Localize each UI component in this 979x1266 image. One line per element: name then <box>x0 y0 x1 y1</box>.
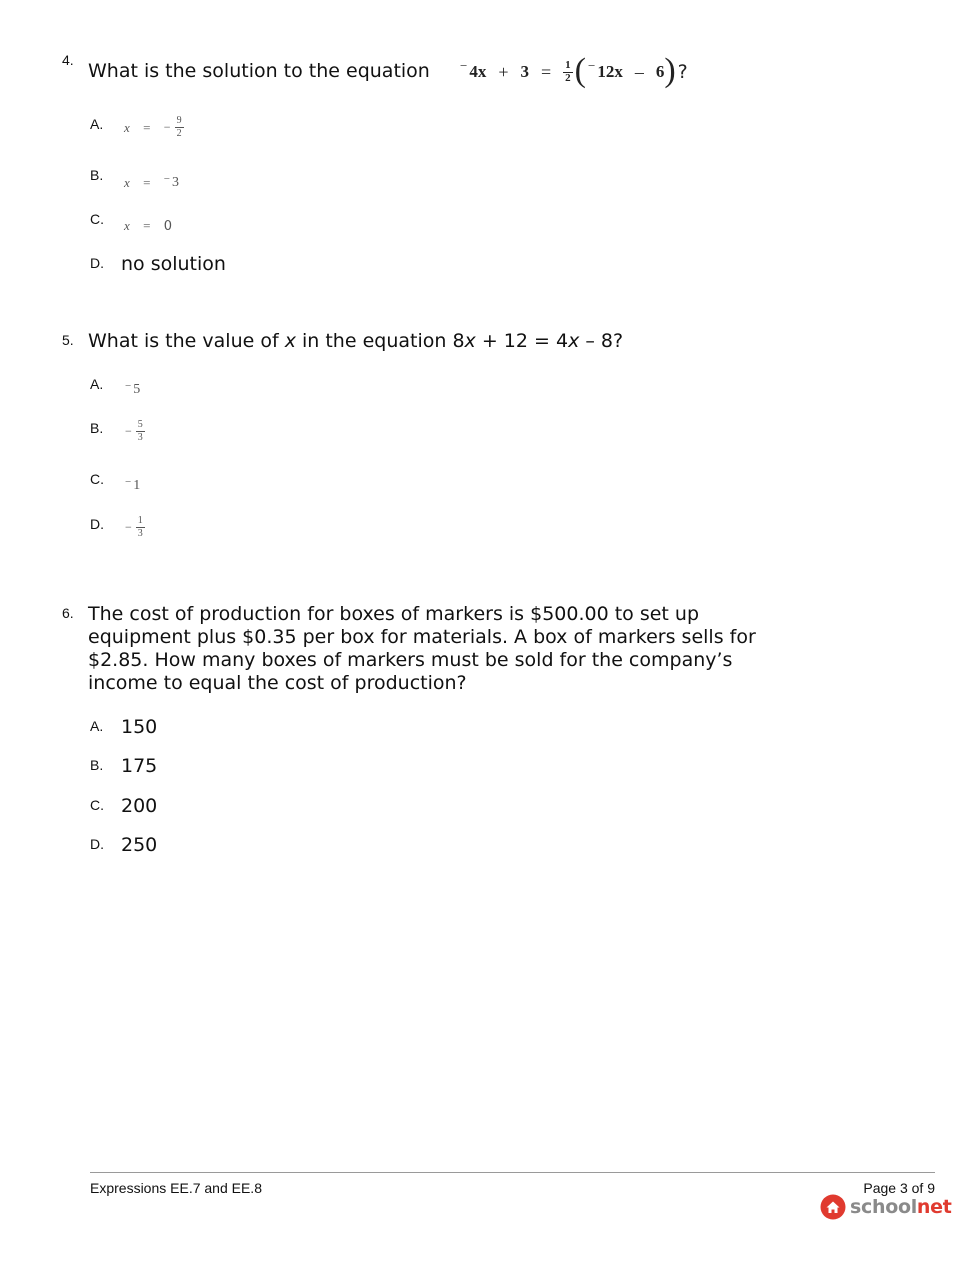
q4-choice-b-expression[interactable] <box>124 175 179 191</box>
eq-coef-denominator: 2 <box>565 72 571 84</box>
q4a-neg: − <box>163 120 171 134</box>
q4-choice-c-expression[interactable] <box>124 218 172 234</box>
q6-prompt-line: The cost of production for boxes of markers is $500.00 to set up <box>88 603 700 625</box>
eq-lhs-const: 3 <box>520 62 529 81</box>
q4c-var: x <box>124 218 130 233</box>
q5-prompt-d: – 8? <box>579 330 624 352</box>
eq-inner-const: 6 <box>655 62 665 81</box>
question-4-equation <box>460 52 688 92</box>
house-icon <box>820 1194 846 1220</box>
q5-prompt-var2: x <box>464 330 476 352</box>
q5-choice-b-expression[interactable] <box>125 420 145 443</box>
eq-open-paren: ( <box>574 52 586 89</box>
q5b-fraction <box>136 420 145 443</box>
question-5-number: 5. <box>62 332 74 348</box>
q5-prompt-c: + 12 = 4 <box>475 330 569 352</box>
eq-close-paren: ) <box>664 52 676 89</box>
q5d-fraction <box>136 516 145 539</box>
q4a-numerator: 9 <box>176 115 182 126</box>
q5-choice-c-expression[interactable] <box>125 478 140 494</box>
q4b-var: x <box>124 175 130 190</box>
q4-choice-c-letter[interactable]: C. <box>90 211 104 227</box>
q5-choice-c-letter[interactable]: C. <box>90 471 104 487</box>
q4-choice-d-text[interactable]: no solution <box>121 253 226 275</box>
q5-prompt-var3: x <box>568 330 580 352</box>
q6-choice-d-letter[interactable]: D. <box>90 836 104 852</box>
logo-net: net <box>916 1196 952 1218</box>
q5-choice-a-expression[interactable] <box>125 382 140 398</box>
q5-choice-b-letter[interactable]: B. <box>90 420 104 436</box>
question-6-prompt <box>88 603 756 695</box>
q4b-neg: − <box>163 173 170 185</box>
logo-school: school <box>850 1196 917 1218</box>
q6-choice-a-letter[interactable]: A. <box>90 718 104 734</box>
q6-choice-b-text[interactable]: 175 <box>121 755 158 777</box>
eq-plus: + <box>498 61 509 82</box>
q6-choice-b-letter[interactable]: B. <box>90 757 104 773</box>
footer-page-number: Page 3 of 9 <box>863 1180 935 1196</box>
question-5-prompt <box>88 330 623 353</box>
eq-minus: – <box>634 61 644 82</box>
q4-choice-d-letter[interactable]: D. <box>90 255 104 271</box>
q6-prompt-line: income to equal the cost of production? <box>88 672 467 694</box>
q5d-denominator: 3 <box>137 528 143 539</box>
eq-inner-term: 12x <box>597 62 623 81</box>
q6-prompt-line: equipment plus $0.35 per box for materials. A box of markers sells for <box>88 626 756 648</box>
q4c-equals: = <box>143 218 151 233</box>
logo-wordmark <box>850 1196 952 1218</box>
q5-choice-a-letter[interactable]: A. <box>90 376 104 392</box>
q4a-denominator: 2 <box>176 128 182 139</box>
q4b-value: 3 <box>172 175 179 190</box>
q5-prompt-var: x <box>284 330 296 352</box>
q4-choice-a-letter[interactable]: A. <box>90 116 104 132</box>
q4-choice-a-expression[interactable] <box>124 116 184 139</box>
q5-prompt-a: What is the value of <box>88 330 285 352</box>
q5c-neg: − <box>125 476 132 488</box>
eq-neg-sign: − <box>460 58 468 73</box>
q5c-value: 1 <box>133 478 141 493</box>
q4c-value: 0 <box>163 218 173 234</box>
eq-equals: = <box>541 61 552 82</box>
q6-prompt-line: $2.85. How many boxes of markers must be sold for the company’s <box>88 649 733 671</box>
footer-divider <box>90 1172 935 1173</box>
q4a-fraction <box>175 116 184 139</box>
question-4-number: 4. <box>62 52 74 68</box>
q5d-neg: − <box>125 520 132 534</box>
q6-choice-d-text[interactable]: 250 <box>121 834 158 856</box>
q5-choice-d-letter[interactable]: D. <box>90 516 104 532</box>
question-4-prompt: What is the solution to the equation <box>88 60 430 82</box>
footer-document-title: Expressions EE.7 and EE.8 <box>90 1180 262 1196</box>
q6-choice-a-text[interactable]: 150 <box>121 716 158 738</box>
eq-inner-neg-sign: − <box>587 58 596 73</box>
q5-prompt-b: in the equation 8 <box>295 330 465 352</box>
q5a-neg: − <box>125 380 132 392</box>
q5-choice-d-expression[interactable] <box>125 516 145 539</box>
eq-question-mark: ? <box>677 61 688 83</box>
q5b-denominator: 3 <box>137 432 143 443</box>
q4b-equals: = <box>143 175 151 190</box>
question-6-number: 6. <box>62 605 74 621</box>
schoolnet-logo <box>820 1194 952 1220</box>
q4a-var: x <box>124 119 130 135</box>
q4a-equals: = <box>143 119 151 135</box>
q6-choice-c-text[interactable]: 200 <box>121 795 158 817</box>
q5b-numerator: 5 <box>137 419 143 430</box>
q5b-neg: − <box>125 424 132 438</box>
q6-choice-c-letter[interactable]: C. <box>90 797 104 813</box>
q5d-numerator: 1 <box>137 515 143 526</box>
q5a-value: 5 <box>133 382 141 397</box>
eq-lhs-term: 4x <box>469 62 487 81</box>
eq-coefficient-fraction <box>563 60 573 84</box>
eq-coef-numerator: 1 <box>565 59 571 71</box>
q4-choice-b-letter[interactable]: B. <box>90 167 104 183</box>
